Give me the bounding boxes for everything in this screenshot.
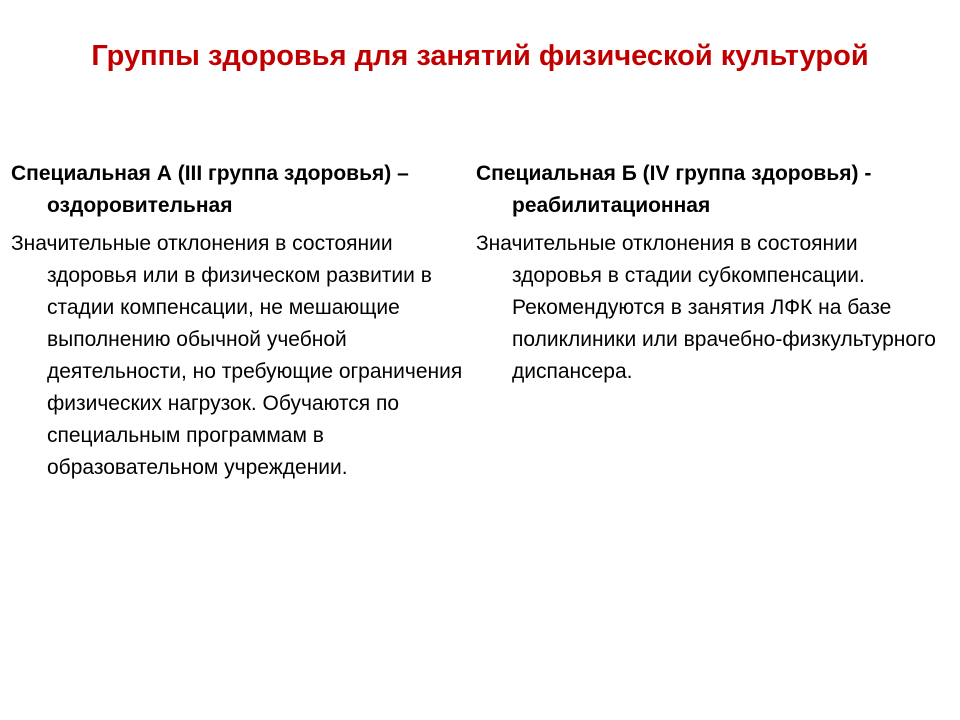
column-heading: Специальная А (III группа здоровья) – оздоровительная bbox=[11, 162, 409, 217]
column-special-a bbox=[11, 158, 481, 484]
column-special-b bbox=[476, 158, 951, 388]
column-body: Значительные отклонения в состоянии здоровья в стадии субкомпенсации. Рекомендуются в занятия ЛФК на базе поликлиники или врачебно-физкультурного диспансера. bbox=[476, 232, 936, 383]
column-heading: Специальная Б (IV группа здоровья) - реабилитационная bbox=[476, 162, 872, 217]
column-body: Значительные отклонения в состоянии здоровья или в физическом развитии в стадии компенсации, не мешающие выполнению обычной учебной деятельности, но требующие ограничения физических нагрузок. Обучаются по специальным программам в образовательном учреждении. bbox=[11, 232, 463, 479]
slide-title: Группы здоровья для занятий физической культурой bbox=[91, 40, 869, 72]
